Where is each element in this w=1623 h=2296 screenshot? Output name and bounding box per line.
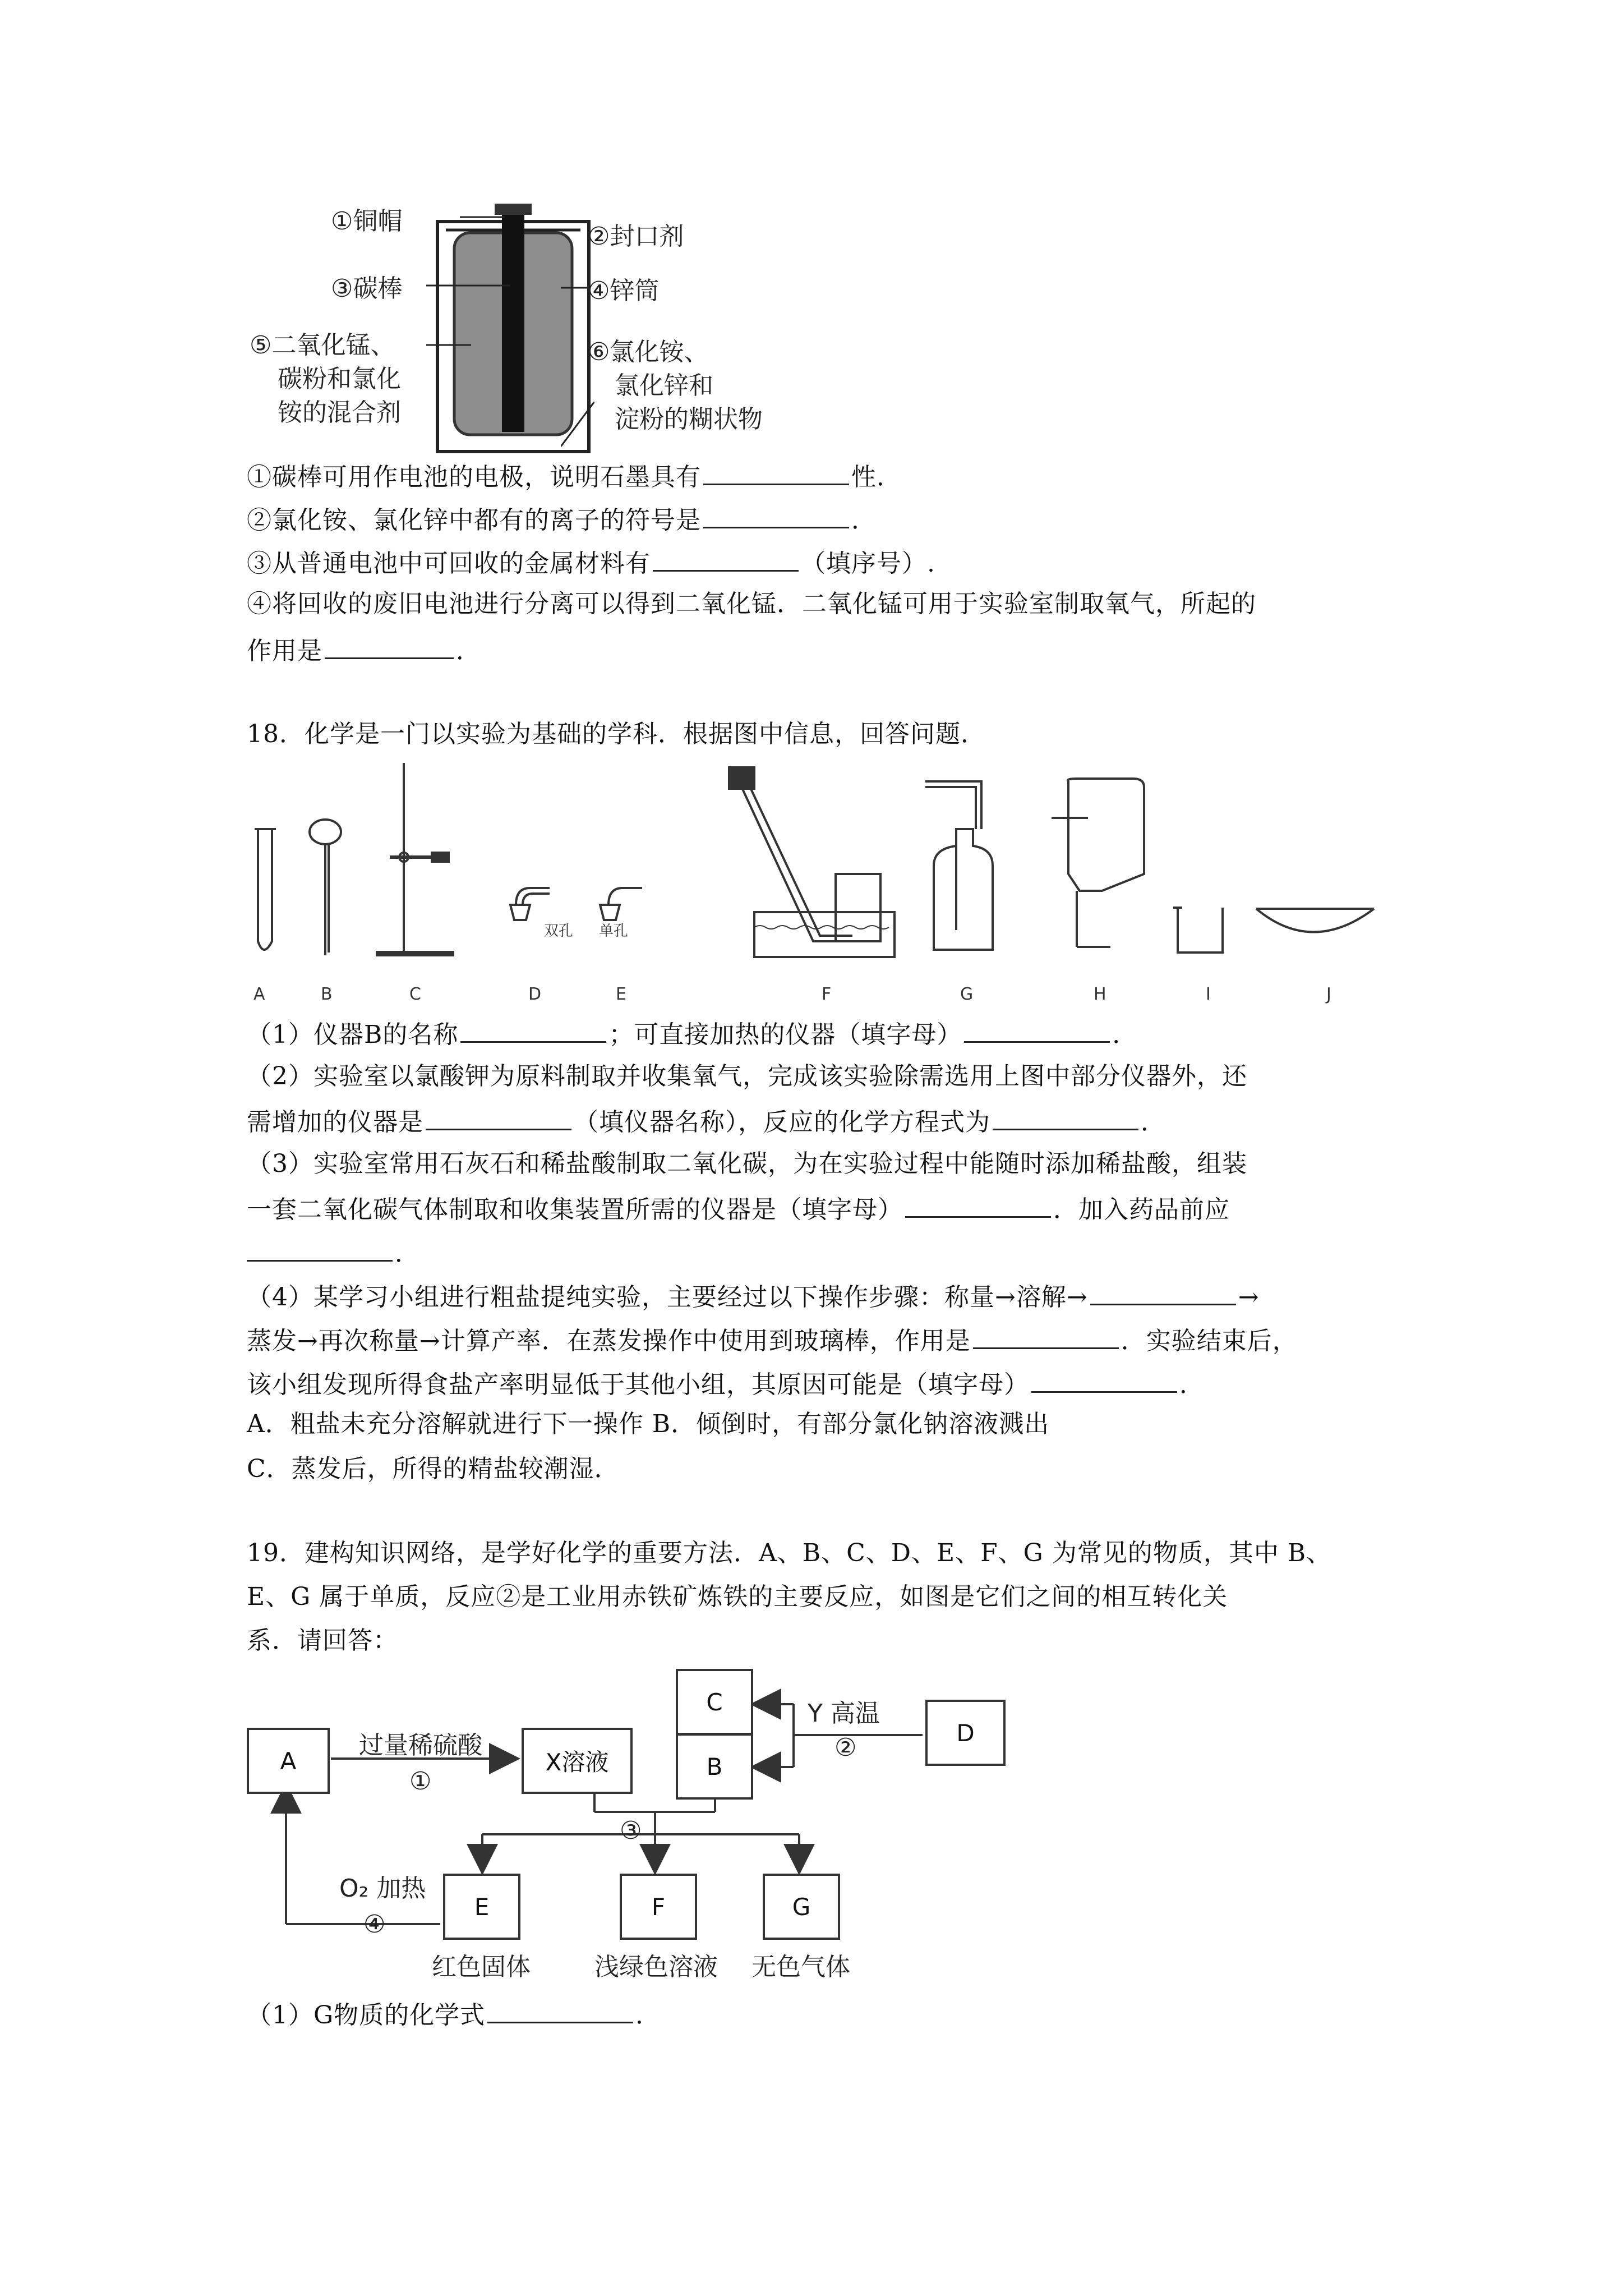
question-text: 一套二氧化碳气体制取和收集装置所需的仪器是（填字母） <box>247 1195 903 1224</box>
apparatus-letter: D <box>528 984 542 1004</box>
question-text: ． <box>851 506 877 535</box>
node-f: F <box>620 1874 697 1940</box>
answer-blank[interactable] <box>964 1016 1110 1043</box>
q18-part1 <box>247 1016 1137 1051</box>
question-text: （1）仪器B的名称 <box>247 1020 459 1049</box>
paste-line: 氯化锌和 <box>615 371 713 400</box>
question-text: ． <box>1179 1370 1205 1399</box>
stopper-label-single: 单孔 <box>599 923 629 940</box>
edge-4-number: ④ <box>363 1910 386 1939</box>
caption-f: 浅绿色溶液 <box>594 1953 718 1981</box>
battery-question-3 <box>247 545 935 580</box>
q18-part4-line2 <box>247 1323 1298 1358</box>
q18-options-ab: A．粗盐未充分溶解就进行下一操作 B．倾倒时，有部分氯化钠溶液溅出 <box>247 1410 1050 1438</box>
apparatus-letter: F <box>822 984 832 1004</box>
apparatus-letter: C <box>409 984 421 1004</box>
answer-blank[interactable] <box>325 633 454 659</box>
question-text: （填仪器名称），反应的化学方程式为 <box>574 1108 990 1137</box>
mixture-line: ⑤二氧化锰、 <box>250 331 395 360</box>
apparatus-diagram <box>247 756 1396 975</box>
apparatus-letters <box>247 984 1396 1007</box>
q18-title: 18．化学是一门以实验为基础的学科．根据图中信息，回答问题． <box>247 720 986 748</box>
battery-question-4-line1: ④将回收的废旧电池进行分离可以得到二氧化锰．二氧化锰可用于实验室制取氧气，所起的 <box>247 590 1256 618</box>
question-text: 作用是 <box>247 637 322 665</box>
battery-question-1 <box>247 459 902 494</box>
answer-blank[interactable] <box>1090 1279 1236 1305</box>
q18-part4-line3 <box>247 1366 1205 1401</box>
question-text: （1）G物质的化学式 <box>247 2001 486 2030</box>
question-text: ③从普通电池中可回收的金属材料有 <box>247 549 651 578</box>
node-x-solution: X溶液 <box>522 1728 633 1794</box>
label-copper-cap: ①铜帽 <box>331 207 403 236</box>
edge-2-number: ② <box>834 1733 857 1762</box>
node-e: E <box>443 1874 520 1940</box>
q19-line1: 19．建构知识网络，是学好化学的重要方法．A、B、C、D、E、F、G 为常见的物质，其中 B、 <box>247 1539 1332 1567</box>
edge-1-reagent: 过量稀硫酸 <box>359 1731 482 1760</box>
node-g: G <box>763 1874 840 1940</box>
caption-g: 无色气体 <box>751 1953 850 1981</box>
apparatus-letter: B <box>321 984 333 1004</box>
edge-4-reagent: O₂ 加热 <box>339 1874 426 1903</box>
test-tube-icon <box>258 829 272 950</box>
question-text: ．加入药品前应 <box>1053 1195 1230 1224</box>
apparatus-letter: J <box>1326 984 1331 1004</box>
question-text: 性． <box>851 463 902 491</box>
question-text: ①碳棒可用作电池的电极，说明石墨具有 <box>247 463 701 491</box>
apparatus-letter: A <box>253 984 265 1004</box>
label-mixture <box>250 329 401 430</box>
answer-blank[interactable] <box>993 1104 1138 1130</box>
label-zinc-can: ④锌筒 <box>588 277 660 305</box>
question-text: → <box>1238 1283 1260 1312</box>
question-text: ；可直接加热的仪器（填字母） <box>608 1020 962 1049</box>
question-text: 需增加的仪器是 <box>247 1108 423 1137</box>
answer-blank[interactable] <box>703 502 849 528</box>
q18-part3-line3 <box>247 1235 420 1270</box>
edge-1-number: ① <box>409 1767 432 1796</box>
question-text: 该小组发现所得食盐产率明显低于其他小组，其原因可能是（填字母） <box>247 1370 1029 1399</box>
paste-line: ⑥氯化铵、 <box>588 338 709 366</box>
leader-line <box>460 215 505 219</box>
apparatus-letter: E <box>616 984 626 1004</box>
caption-e: 红色固体 <box>432 1953 531 1981</box>
answer-blank[interactable] <box>487 1997 633 2023</box>
node-d: D <box>925 1700 1006 1766</box>
question-text: 蒸发→再次称量→计算产率．在蒸发操作中使用到玻璃棒，作用是 <box>247 1327 971 1355</box>
stopper-label-double: 双孔 <box>544 923 574 940</box>
q18-part4-line1 <box>247 1279 1260 1314</box>
mixture-line: 碳粉和氯化 <box>278 365 401 393</box>
answer-blank[interactable] <box>426 1104 571 1130</box>
q18-part2-line1: （2）实验室以氯酸钾为原料制取并收集氧气，完成该实验除需选用上图中部分仪器外，还 <box>247 1062 1247 1091</box>
leader-line <box>561 402 594 447</box>
q18-part3-line1: （3）实验室常用石灰石和稀盐酸制取二氧化碳，为在实验过程中能随时添加稀盐酸，组装 <box>247 1149 1247 1178</box>
q18-option-c: C．蒸发后，所得的精盐较潮湿． <box>247 1455 620 1483</box>
question-text: ． <box>395 1239 420 1268</box>
battery-question-4-line2 <box>247 633 481 668</box>
node-c: C <box>676 1669 753 1735</box>
q19-line3: 系．请回答： <box>247 1626 398 1655</box>
node-b: B <box>676 1733 753 1800</box>
label-paste <box>588 335 763 436</box>
answer-blank[interactable] <box>247 1235 393 1262</box>
answer-blank[interactable] <box>973 1323 1119 1349</box>
answer-blank[interactable] <box>905 1191 1051 1218</box>
node-a: A <box>247 1728 330 1794</box>
edge-3-number: ③ <box>620 1816 642 1845</box>
question-text: ． <box>635 2001 661 2030</box>
question-text: ． <box>1112 1020 1138 1049</box>
leader-line <box>426 343 471 347</box>
answer-blank[interactable] <box>1031 1366 1177 1393</box>
label-carbon-rod: ③碳棒 <box>331 274 403 303</box>
edge-2-reagent: Y 高温 <box>808 1699 880 1728</box>
answer-blank[interactable] <box>653 545 799 572</box>
q19-line2: E、G 属于单质，反应②是工业用赤铁矿炼铁的主要反应，如图是它们之间的相互转化关 <box>247 1582 1228 1611</box>
label-sealant: ②封口剂 <box>588 222 684 251</box>
question-text: ②氯化铵、氯化锌中都有的离子的符号是 <box>247 506 701 535</box>
question-text: （填序号）. <box>801 549 935 578</box>
paste-line: 淀粉的糊状物 <box>615 405 763 434</box>
funnel-icon <box>310 820 341 844</box>
question-text: ．实验结束后， <box>1121 1327 1298 1355</box>
question-text: ． <box>1141 1108 1166 1137</box>
apparatus-letter: H <box>1094 984 1106 1004</box>
mixture-line: 铵的混合剂 <box>278 398 401 427</box>
leader-line <box>426 284 510 287</box>
apparatus-letter: G <box>960 984 974 1004</box>
answer-blank[interactable] <box>460 1016 606 1043</box>
q18-part3-line2 <box>247 1191 1230 1226</box>
leader-line <box>561 286 589 289</box>
question-text: （4）某学习小组进行粗盐提纯实验，主要经过以下操作步骤：称量→溶解→ <box>247 1283 1088 1312</box>
answer-blank[interactable] <box>703 459 849 485</box>
q19-part1 <box>247 1997 661 2032</box>
q18-part2-line2 <box>247 1104 1166 1139</box>
apparatus-letter: I <box>1206 984 1211 1004</box>
question-text: ． <box>456 637 481 665</box>
battery-question-2 <box>247 502 877 537</box>
